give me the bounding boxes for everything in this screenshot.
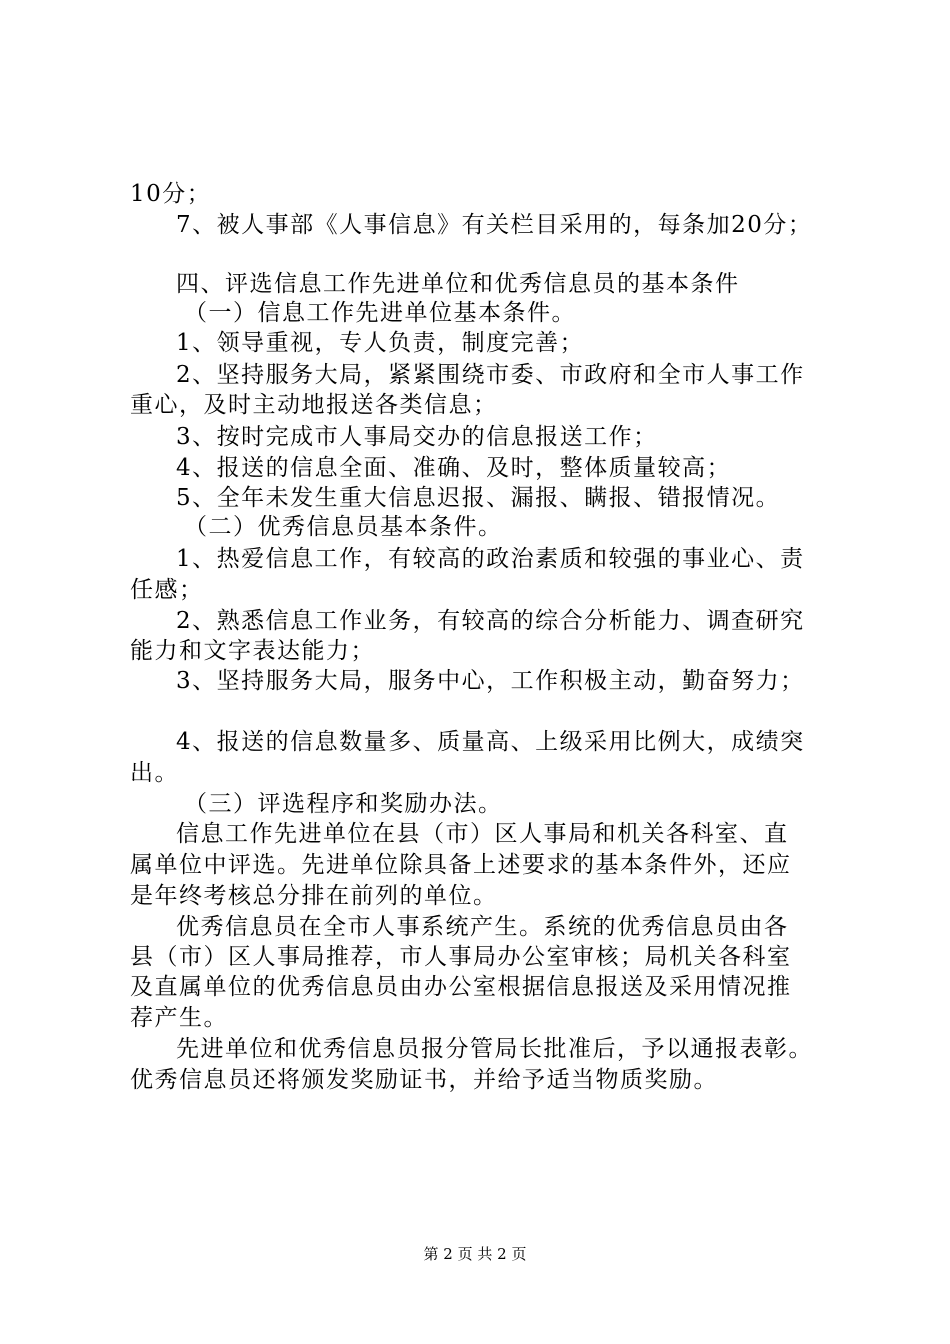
text-line: 1、领导重视，专人负责，制度完善； [176,330,585,356]
text-line: 是年终考核总分排在前列的单位。 [130,883,498,909]
subsection-heading: （一）信息工作先进单位基本条件。 [184,300,576,326]
subsection-heading: （三）评选程序和奖励办法。 [184,791,503,817]
text-line: 3、坚持服务大局，服务中心，工作积极主动，勤奋努力； [176,668,805,694]
text-line: 2、熟悉信息工作业务，有较高的综合分析能力、调查研究 [176,608,805,634]
text-line: 县（市）区人事局推荐，市人事局办公室审核；局机关各科室 [130,944,792,970]
text-line: 4、报送的信息全面、准确、及时，整体质量较高； [176,455,732,481]
text-line: 及直属单位的优秀信息员由办公室根据信息报送及采用情况推 [130,974,792,1000]
text-line: 先进单位和优秀信息员报分管局长批准后，予以通报表彰。 [176,1036,813,1062]
text-line: 重心，及时主动地报送各类信息； [130,392,498,418]
section-heading: 四、评选信息工作先进单位和优秀信息员的基本条件 [176,271,740,297]
page-number-footer: 第 2 页 共 2 页 [423,1245,527,1263]
text-line: 属单位中评选。先进单位除具备上述要求的基本条件外，还应 [130,852,792,878]
text-line: 优秀信息员还将颁发奖励证书，并给予适当物质奖励。 [130,1067,718,1093]
text-line: 7、被人事部《人事信息》有关栏目采用的，每条加20分； [176,212,813,238]
text-line: 信息工作先进单位在县（市）区人事局和机关各科室、直 [176,821,789,847]
text-line: 4、报送的信息数量多、质量高、上级采用比例大，成绩突 [176,729,805,755]
text-line: 任感； [130,577,204,603]
text-line: 10分； [130,181,212,207]
text-line: 荐产生。 [130,1005,228,1031]
text-line: 能力和文字表达能力； [130,638,375,664]
text-line: 2、坚持服务大局，紧紧围绕市委、市政府和全市人事工作 [176,362,805,388]
text-line: 5、全年未发生重大信息迟报、漏报、瞒报、错报情况。 [176,485,781,511]
subsection-heading: （二）优秀信息员基本条件。 [184,514,503,540]
text-line: 1、热爱信息工作，有较高的政治素质和较强的事业心、责 [176,546,805,572]
text-line: 3、按时完成市人事局交办的信息报送工作； [176,424,658,450]
text-line: 优秀信息员在全市人事系统产生。系统的优秀信息员由各 [176,914,789,940]
text-line: 出。 [130,760,179,786]
